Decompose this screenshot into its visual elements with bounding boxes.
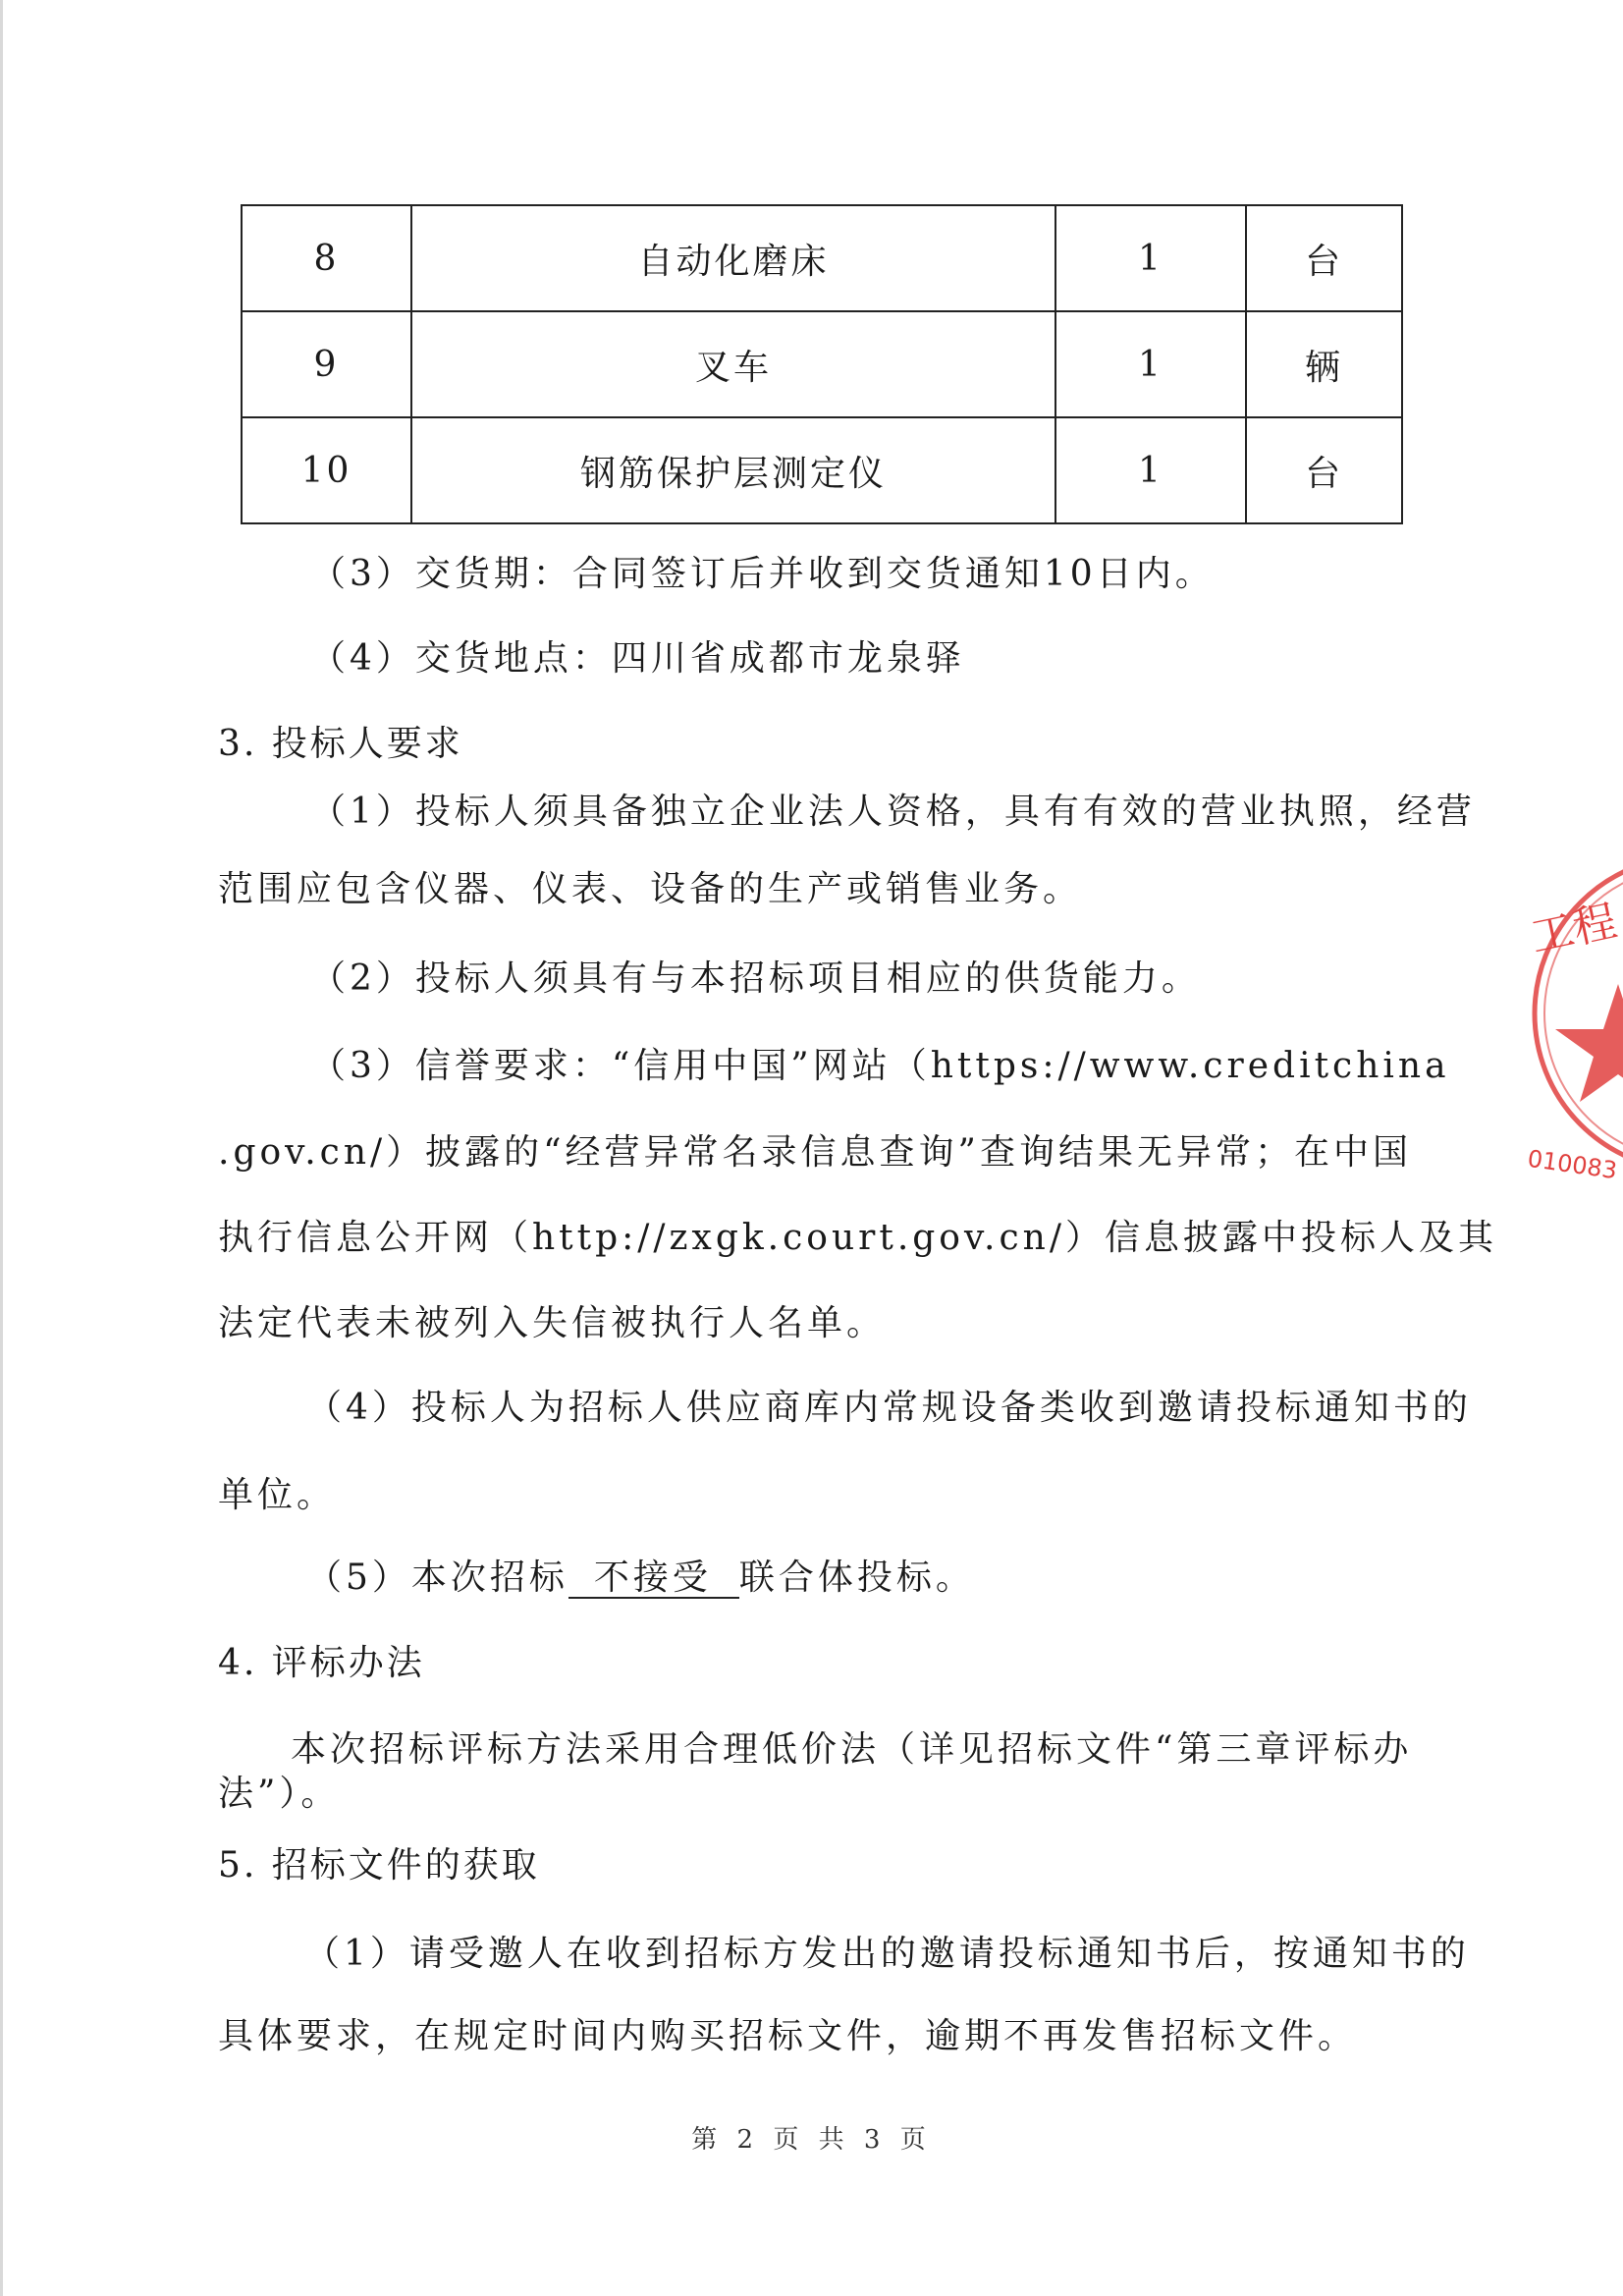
- page-footer: 第 2 页 共 3 页: [691, 2125, 932, 2155]
- company-seal: [1520, 847, 1623, 1200]
- consortium-suffix: 联合体投标。: [738, 1558, 975, 1598]
- table-row: [242, 417, 1402, 523]
- section-heading: 5. 招标文件的获取: [218, 1845, 540, 1886]
- underlined-fill-in: 不接受: [568, 1559, 739, 1599]
- row-number: 8: [242, 205, 411, 311]
- paragraph-line: 执行信息公开网（http://zxgk.court.gov.cn/）信息披露中投标人及其: [218, 1218, 1497, 1258]
- paragraph-line: 法定代表未被列入失信被执行人名单。: [218, 1303, 887, 1343]
- paragraph-line: 法”）。: [218, 1774, 341, 1814]
- table-row: [242, 205, 1402, 311]
- paragraph-line: 本次招标评标方法采用合理低价法（详见招标文件“第三章评标办: [291, 1729, 1413, 1770]
- paragraph-line: 单位。: [218, 1475, 337, 1515]
- paragraph-line: （1）请受邀人在收到招标方发出的邀请投标通知书后，按通知书的: [304, 1934, 1470, 1974]
- item-quantity: 1: [1055, 311, 1246, 417]
- scan-edge: [0, 0, 3, 2296]
- row-number: 10: [242, 417, 411, 523]
- delivery-period: （3）交货期：合同签订后并收到交货通知10日内。: [310, 554, 1215, 594]
- seal-text: 工程: [1526, 896, 1622, 963]
- item-name: 钢筋保护层测定仪: [411, 417, 1055, 523]
- paragraph-line: 范围应包含仪器、仪表、设备的生产或销售业务。: [218, 869, 1083, 909]
- section-heading: 3. 投标人要求: [218, 724, 463, 764]
- paragraph-line: 具体要求，在规定时间内购买招标文件，逾期不再发售招标文件。: [218, 2016, 1358, 2056]
- item-name: 叉车: [411, 311, 1055, 417]
- item-unit: 台: [1246, 205, 1402, 311]
- delivery-location: （4）交货地点：四川省成都市龙泉驿: [310, 638, 965, 679]
- equipment-table: [241, 204, 1403, 524]
- row-number: 9: [242, 311, 411, 417]
- paragraph-line: （1）投标人须具备独立企业法人资格，具有有效的营业执照，经营: [310, 792, 1476, 832]
- paragraph-line: （3）信誉要求：“信用中国”网站（https://www.creditchina: [310, 1046, 1450, 1086]
- item-quantity: 1: [1055, 205, 1246, 311]
- item-unit: 台: [1246, 417, 1402, 523]
- item-name: 自动化磨床: [411, 205, 1055, 311]
- consortium-line: [306, 1557, 975, 1599]
- table-row: [242, 311, 1402, 417]
- paragraph-line: .gov.cn/）披露的“经营异常名录信息查询”查询结果无异常；在中国: [218, 1132, 1412, 1173]
- paragraph-line: （4）投标人为招标人供应商库内常规设备类收到邀请投标通知书的: [306, 1388, 1472, 1428]
- section-heading: 4. 评标办法: [218, 1643, 425, 1683]
- seal-number: 010083: [1526, 1144, 1619, 1185]
- paragraph-line: （2）投标人须具有与本招标项目相应的供货能力。: [310, 958, 1201, 999]
- consortium-prefix: （5）本次招标: [306, 1558, 568, 1598]
- item-quantity: 1: [1055, 417, 1246, 523]
- item-unit: 辆: [1246, 311, 1402, 417]
